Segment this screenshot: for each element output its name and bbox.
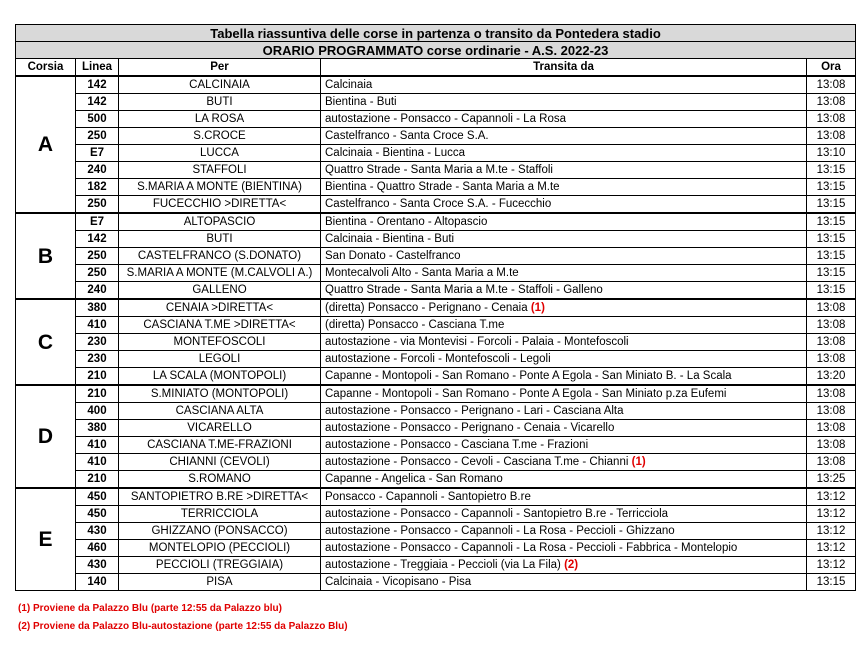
- table-row: [16, 437, 856, 454]
- table-subtitle: ORARIO PROGRAMMATO corse ordinarie - A.S. 2022-23: [16, 42, 856, 59]
- destination-cell: VICARELLO: [119, 420, 321, 437]
- route-cell: [321, 368, 807, 386]
- route-text: autostazione - Treggiaia - Peccioli (via La Fila): [325, 558, 561, 571]
- route-text: (diretta) Ponsacco - Perignano - Cenaia: [325, 301, 528, 314]
- destination-cell: STAFFOLI: [119, 162, 321, 179]
- route-text: autostazione - Ponsacco - Perignano - Lari - Casciana Alta: [325, 404, 624, 417]
- table-row: [16, 557, 856, 574]
- linea-cell: 410: [76, 317, 119, 334]
- time-cell: 13:25: [807, 471, 856, 489]
- destination-cell: ALTOPASCIO: [119, 213, 321, 231]
- table-row: [16, 213, 856, 231]
- linea-cell: 142: [76, 231, 119, 248]
- linea-cell: 210: [76, 368, 119, 386]
- route-text: Capanne - Montopoli - San Romano - Ponte A Egola - San Miniato p.za Eufemi: [325, 387, 727, 400]
- destination-cell: S.CROCE: [119, 128, 321, 145]
- route-text: Quattro Strade - Santa Maria a M.te - Staffoli: [325, 163, 553, 176]
- footnote-1: (1) Proviene da Palazzo Blu (parte 12:55 da Palazzo blu): [18, 603, 282, 614]
- time-cell: 13:12: [807, 506, 856, 523]
- linea-cell: 250: [76, 248, 119, 265]
- destination-cell: CHIANNI (CEVOLI): [119, 454, 321, 471]
- route-cell: [321, 299, 807, 317]
- destination-cell: S.MINIATO (MONTOPOLI): [119, 385, 321, 403]
- destination-cell: CASTELFRANCO (S.DONATO): [119, 248, 321, 265]
- time-cell: 13:08: [807, 454, 856, 471]
- table-row: [16, 368, 856, 386]
- table-row: [16, 317, 856, 334]
- table-row: [16, 111, 856, 128]
- destination-cell: S.ROMANO: [119, 471, 321, 489]
- destination-cell: PISA: [119, 574, 321, 591]
- route-text: Calcinaia - Bientina - Buti: [325, 232, 455, 245]
- route-text: Calcinaia - Vicopisano - Pisa: [325, 575, 472, 588]
- footnote-ref: (2): [564, 558, 579, 571]
- route-cell: [321, 334, 807, 351]
- route-cell: [321, 574, 807, 591]
- schedule-body: [16, 76, 856, 591]
- linea-cell: 380: [76, 299, 119, 317]
- table-row: [16, 506, 856, 523]
- time-cell: 13:15: [807, 248, 856, 265]
- linea-cell: 230: [76, 351, 119, 368]
- route-cell: [321, 488, 807, 506]
- route-text: Capanne - Montopoli - San Romano - Ponte A Egola - San Miniato B. - La Scala: [325, 369, 732, 382]
- route-cell: [321, 557, 807, 574]
- route-text: Bientina - Orentano - Altopascio: [325, 215, 488, 228]
- linea-cell: 430: [76, 523, 119, 540]
- route-cell: [321, 179, 807, 196]
- route-cell: [321, 231, 807, 248]
- time-cell: 13:08: [807, 437, 856, 454]
- time-cell: 13:20: [807, 368, 856, 386]
- destination-cell: BUTI: [119, 231, 321, 248]
- time-cell: 13:08: [807, 420, 856, 437]
- footnote-ref: (1): [530, 301, 545, 314]
- route-cell: [321, 471, 807, 489]
- time-cell: 13:08: [807, 403, 856, 420]
- table-row: [16, 94, 856, 111]
- table-row: [16, 248, 856, 265]
- route-text: San Donato - Castelfranco: [325, 249, 461, 262]
- route-text: autostazione - Forcoli - Montefoscoli - Legoli: [325, 352, 551, 365]
- table-row: [16, 179, 856, 196]
- corsia-label: A: [16, 76, 76, 213]
- route-text: autostazione - Ponsacco - Capannoli - La Rosa - Peccioli - Ghizzano: [325, 524, 675, 537]
- table-row: [16, 76, 856, 94]
- route-text: autostazione - Ponsacco - Capannoli - La Rosa: [325, 112, 567, 125]
- table-title: Tabella riassuntiva delle corse in partenza o transito da Pontedera stadio: [16, 25, 856, 42]
- time-cell: 13:08: [807, 351, 856, 368]
- route-text: Calcinaia: [325, 78, 373, 91]
- linea-cell: 450: [76, 506, 119, 523]
- route-cell: [321, 111, 807, 128]
- time-cell: 13:15: [807, 231, 856, 248]
- schedule-table: [15, 24, 856, 591]
- column-header-row: [16, 59, 856, 77]
- corsia-label: C: [16, 299, 76, 385]
- destination-cell: S.MARIA A MONTE (BIENTINA): [119, 179, 321, 196]
- corsia-label: D: [16, 385, 76, 488]
- time-cell: 13:15: [807, 179, 856, 196]
- linea-cell: 142: [76, 94, 119, 111]
- time-cell: 13:15: [807, 213, 856, 231]
- linea-cell: 250: [76, 196, 119, 214]
- destination-cell: LUCCA: [119, 145, 321, 162]
- destination-cell: CASCIANA T.ME >DIRETTA<: [119, 317, 321, 334]
- time-cell: 13:08: [807, 76, 856, 94]
- table-row: [16, 231, 856, 248]
- route-cell: [321, 265, 807, 282]
- linea-cell: 380: [76, 420, 119, 437]
- destination-cell: CASCIANA T.ME-FRAZIONI: [119, 437, 321, 454]
- linea-cell: E7: [76, 145, 119, 162]
- destination-cell: PECCIOLI (TREGGIAIA): [119, 557, 321, 574]
- route-cell: [321, 213, 807, 231]
- route-cell: [321, 454, 807, 471]
- table-row: [16, 574, 856, 591]
- footnote-ref: (1): [631, 455, 646, 468]
- linea-cell: 250: [76, 128, 119, 145]
- destination-cell: MONTELOPIO (PECCIOLI): [119, 540, 321, 557]
- column-header-ora: Ora: [807, 59, 856, 77]
- time-cell: 13:08: [807, 94, 856, 111]
- linea-cell: 240: [76, 162, 119, 179]
- corsia-label: B: [16, 213, 76, 299]
- time-cell: 13:08: [807, 128, 856, 145]
- route-cell: [321, 540, 807, 557]
- table-row: [16, 128, 856, 145]
- table-row: [16, 351, 856, 368]
- route-text: autostazione - Ponsacco - Capannoli - Santopietro B.re - Terricciola: [325, 507, 669, 520]
- destination-cell: BUTI: [119, 94, 321, 111]
- route-cell: [321, 523, 807, 540]
- footnote-2: (2) Proviene da Palazzo Blu-autostazione (parte 12:55 da Palazzo Blu): [18, 621, 348, 632]
- linea-cell: 430: [76, 557, 119, 574]
- table-row: [16, 385, 856, 403]
- route-text: Castelfranco - Santa Croce S.A. - Fucecchio: [325, 197, 552, 210]
- destination-cell: GHIZZANO (PONSACCO): [119, 523, 321, 540]
- linea-cell: 182: [76, 179, 119, 196]
- route-cell: [321, 385, 807, 403]
- route-cell: [321, 196, 807, 214]
- route-text: autostazione - Ponsacco - Cevoli - Casciana T.me - Chianni: [325, 455, 629, 468]
- route-text: Quattro Strade - Santa Maria a M.te - Staffoli - Galleno: [325, 283, 603, 296]
- route-cell: [321, 94, 807, 111]
- table-row: [16, 162, 856, 179]
- column-header-transita: Transita da: [321, 59, 807, 77]
- destination-cell: CASCIANA ALTA: [119, 403, 321, 420]
- table-row: [16, 471, 856, 489]
- destination-cell: LA ROSA: [119, 111, 321, 128]
- linea-cell: 450: [76, 488, 119, 506]
- time-cell: 13:15: [807, 282, 856, 300]
- column-header-corsia: Corsia: [16, 59, 76, 77]
- route-cell: [321, 248, 807, 265]
- route-cell: [321, 403, 807, 420]
- route-text: autostazione - Ponsacco - Perignano - Cenaia - Vicarello: [325, 421, 615, 434]
- linea-cell: E7: [76, 213, 119, 231]
- route-cell: [321, 317, 807, 334]
- destination-cell: LEGOLI: [119, 351, 321, 368]
- route-text: Calcinaia - Bientina - Lucca: [325, 146, 465, 159]
- route-cell: [321, 128, 807, 145]
- route-cell: [321, 420, 807, 437]
- linea-cell: 142: [76, 76, 119, 94]
- destination-cell: S.MARIA A MONTE (M.CALVOLI A.): [119, 265, 321, 282]
- title-row-2: [16, 42, 856, 59]
- route-text: autostazione - via Montevisi - Forcoli - Palaia - Montefoscoli: [325, 335, 629, 348]
- table-row: [16, 420, 856, 437]
- table-row: [16, 334, 856, 351]
- title-row-1: [16, 25, 856, 42]
- route-text: Capanne - Angelica - San Romano: [325, 472, 503, 485]
- time-cell: 13:12: [807, 523, 856, 540]
- destination-cell: FUCECCHIO >DIRETTA<: [119, 196, 321, 214]
- time-cell: 13:08: [807, 385, 856, 403]
- table-row: [16, 265, 856, 282]
- time-cell: 13:10: [807, 145, 856, 162]
- route-text: (diretta) Ponsacco - Casciana T.me: [325, 318, 505, 331]
- table-row: [16, 403, 856, 420]
- destination-cell: TERRICCIOLA: [119, 506, 321, 523]
- destination-cell: SANTOPIETRO B.RE >DIRETTA<: [119, 488, 321, 506]
- time-cell: 13:15: [807, 162, 856, 179]
- time-cell: 13:08: [807, 111, 856, 128]
- route-cell: [321, 282, 807, 300]
- time-cell: 13:12: [807, 540, 856, 557]
- time-cell: 13:08: [807, 317, 856, 334]
- table-row: [16, 454, 856, 471]
- table-row: [16, 299, 856, 317]
- destination-cell: GALLENO: [119, 282, 321, 300]
- route-text: Bientina - Quattro Strade - Santa Maria a M.te: [325, 180, 560, 193]
- linea-cell: 210: [76, 385, 119, 403]
- column-header-per: Per: [119, 59, 321, 77]
- corsia-label: E: [16, 488, 76, 591]
- linea-cell: 240: [76, 282, 119, 300]
- route-text: autostazione - Ponsacco - Casciana T.me - Frazioni: [325, 438, 589, 451]
- route-cell: [321, 437, 807, 454]
- destination-cell: CENAIA >DIRETTA<: [119, 299, 321, 317]
- linea-cell: 460: [76, 540, 119, 557]
- time-cell: 13:08: [807, 334, 856, 351]
- linea-cell: 250: [76, 265, 119, 282]
- table-row: [16, 523, 856, 540]
- time-cell: 13:15: [807, 265, 856, 282]
- destination-cell: LA SCALA (MONTOPOLI): [119, 368, 321, 386]
- table-row: [16, 488, 856, 506]
- destination-cell: MONTEFOSCOLI: [119, 334, 321, 351]
- linea-cell: 210: [76, 471, 119, 489]
- route-cell: [321, 162, 807, 179]
- linea-cell: 410: [76, 437, 119, 454]
- linea-cell: 140: [76, 574, 119, 591]
- linea-cell: 230: [76, 334, 119, 351]
- route-cell: [321, 145, 807, 162]
- route-cell: [321, 76, 807, 94]
- table-row: [16, 282, 856, 300]
- time-cell: 13:15: [807, 196, 856, 214]
- table-row: [16, 145, 856, 162]
- destination-cell: CALCINAIA: [119, 76, 321, 94]
- route-text: Castelfranco - Santa Croce S.A.: [325, 129, 489, 142]
- route-cell: [321, 506, 807, 523]
- route-text: Montecalvoli Alto - Santa Maria a M.te: [325, 266, 519, 279]
- time-cell: 13:08: [807, 299, 856, 317]
- linea-cell: 410: [76, 454, 119, 471]
- table-row: [16, 196, 856, 214]
- time-cell: 13:15: [807, 574, 856, 591]
- linea-cell: 500: [76, 111, 119, 128]
- time-cell: 13:12: [807, 557, 856, 574]
- route-text: Bientina - Buti: [325, 95, 397, 108]
- time-cell: 13:12: [807, 488, 856, 506]
- column-header-linea: Linea: [76, 59, 119, 77]
- route-text: Ponsacco - Capannoli - Santopietro B.re: [325, 490, 531, 503]
- table-row: [16, 540, 856, 557]
- linea-cell: 400: [76, 403, 119, 420]
- route-cell: [321, 351, 807, 368]
- route-text: autostazione - Ponsacco - Capannoli - La Rosa - Peccioli - Fabbrica - Montelopio: [325, 541, 738, 554]
